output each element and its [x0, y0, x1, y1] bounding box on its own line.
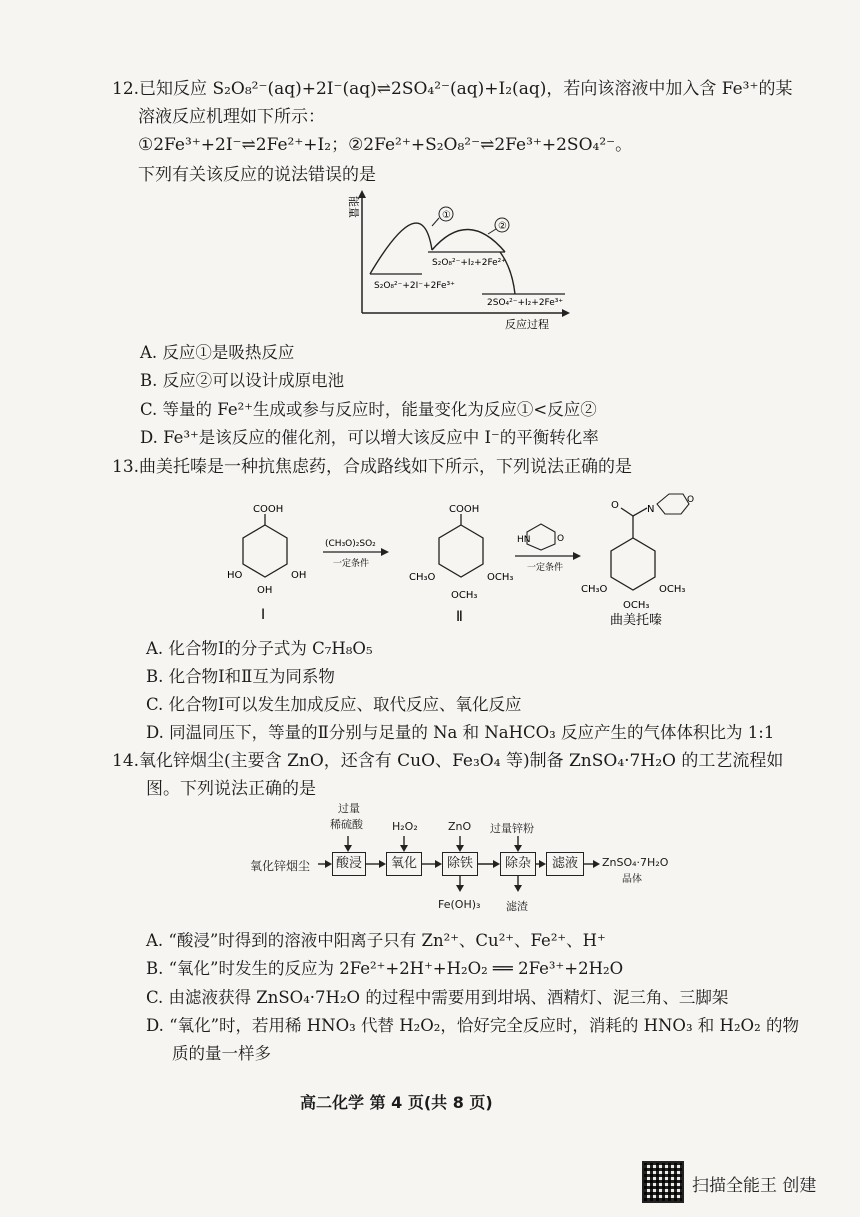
q12-stem-line1: 12.已知反应 S₂O₈²⁻(aq)+2I⁻(aq)⇌2SO₄²⁻(aq)+I₂(aq)，若向该溶液中加入含 Fe³⁺的某	[112, 79, 793, 99]
scanner-watermark: 扫描全能王 创建	[692, 1176, 817, 1196]
energy-diagram	[340, 188, 580, 333]
q14-stem-line2: 图。下列说法正确的是	[146, 779, 316, 799]
page-footer: 高二化学 第 4 页(共 8 页)	[300, 1093, 493, 1112]
y-axis-label: 能量	[347, 196, 360, 218]
compound2-och3-right: OCH₃	[487, 572, 514, 583]
q14-stem-line1: 14.氧化锌烟尘(主要含 ZnO，还含有 CuO、Fe₃O₄ 等)制备 ZnSO₄·7H₂O 的工艺流程如	[112, 751, 784, 771]
product-och3-left: CH₃O	[581, 584, 608, 595]
flow-input-2: H₂O₂	[392, 820, 418, 833]
compound2-och3-left: CH₃O	[409, 572, 436, 583]
product-carbonyl-o: O	[611, 500, 619, 511]
compound1-ho: HO	[227, 570, 243, 581]
flow-end-state: 晶体	[622, 874, 642, 885]
flow-step-acid-leach: 酸浸	[332, 852, 366, 876]
compound2-label: Ⅱ	[456, 609, 463, 625]
flow-step-oxidize: 氧化	[386, 852, 422, 876]
q12-option-d: D. Fe³⁺是该反应的催化剂，可以增大该反应中 I⁻的平衡转化率	[140, 428, 599, 447]
q13-option-d: D. 同温同压下，等量的Ⅱ分别与足量的 Na 和 NaHCO₃ 反应产生的气体体积比为 1:1	[146, 723, 775, 742]
flow-step-filtrate: 滤液	[546, 852, 584, 876]
flow-step-remove-iron: 除铁	[442, 852, 478, 876]
level-end-label: 2SO₄²⁻+I₂+2Fe³⁺	[487, 298, 564, 308]
peak-2-label: ②	[498, 221, 507, 232]
flow-output-3: Fe(OH)₃	[438, 898, 481, 911]
flow-end-product: ZnSO₄·7H₂O	[602, 856, 669, 869]
product-och3-bottom: OCH₃	[623, 600, 650, 611]
flow-input-3: ZnO	[448, 820, 472, 833]
flow-step-remove-impurity: 除杂	[500, 852, 536, 876]
compound1-oh-bottom: OH	[257, 585, 273, 596]
product-ring-o: O	[687, 495, 695, 505]
level-mid-label: S₂O₈²⁻+I₂+2Fe²⁺	[432, 258, 507, 268]
q14-option-a: A. “酸浸”时得到的溶液中阳离子只有 Zn²⁺、Cu²⁺、Fe²⁺、H⁺	[146, 931, 606, 950]
condition1: 一定条件	[333, 559, 370, 569]
q12-option-b: B. 反应②可以设计成原电池	[140, 371, 345, 390]
q12-mechanism: ①2Fe³⁺+2I⁻⇌2Fe²⁺+I₂；②2Fe²⁺+S₂O₈²⁻⇌2Fe³⁺+2SO₄²⁻。	[138, 135, 633, 155]
flow-output-4: 滤渣	[506, 900, 528, 913]
q14-option-b: B. “氧化”时发生的反应为 2Fe²⁺+2H⁺+H₂O₂ ══ 2Fe³⁺+2H₂O	[146, 959, 624, 978]
flow-input-1b: 稀硫酸	[330, 818, 363, 831]
condition2: 一定条件	[527, 563, 564, 573]
peak-1-label: ①	[442, 210, 451, 221]
q12-option-a: A. 反应①是吸热反应	[140, 343, 295, 362]
q12-question: 下列有关该反应的说法错误的是	[138, 165, 376, 185]
compound2-och3-bottom: OCH₃	[451, 590, 478, 601]
compound1-label: Ⅰ	[261, 607, 266, 623]
flow-input-1a: 过量	[338, 802, 360, 815]
process-flowchart	[250, 800, 690, 920]
q13-option-b: B. 化合物Ⅰ和Ⅱ互为同系物	[146, 667, 335, 686]
x-axis-label: 反应过程	[505, 318, 549, 331]
flow-input-4: 过量锌粉	[490, 822, 534, 835]
flow-start: 氧化锌烟尘	[250, 859, 311, 873]
product-label: 曲美托嗪	[610, 613, 663, 628]
product-n: N	[647, 504, 655, 515]
morpholine-hn: HN	[517, 535, 531, 545]
q14-option-d-line2: 质的量一样多	[172, 1044, 271, 1063]
compound1-oh-right: OH	[291, 570, 307, 581]
product-och3-right: OCH₃	[659, 584, 686, 595]
q13-option-a: A. 化合物Ⅰ的分子式为 C₇H₈O₅	[146, 639, 373, 658]
q13-option-c: C. 化合物Ⅰ可以发生加成反应、取代反应、氧化反应	[146, 695, 522, 714]
reagent1: (CH₃O)₂SO₂	[325, 539, 376, 549]
compound1-cooh: COOH	[253, 504, 284, 515]
qr-code-icon	[642, 1161, 684, 1203]
compound2-cooh: COOH	[449, 504, 480, 515]
q14-option-c: C. 由滤液获得 ZnSO₄·7H₂O 的过程中需要用到坩埚、酒精灯、泥三角、三脚架	[146, 988, 729, 1007]
q12-stem-line2: 溶液反应机理如下所示：	[138, 107, 325, 127]
q13-stem: 13.曲美托嗪是一种抗焦虑药，合成路线如下所示，下列说法正确的是	[112, 457, 633, 477]
q12-option-c: C. 等量的 Fe²⁺生成或参与反应时，能量变化为反应①<反应②	[140, 400, 597, 419]
morpholine-o: O	[557, 534, 565, 544]
synthesis-scheme	[215, 490, 715, 630]
q14-option-d-line1: D. “氧化”时，若用稀 HNO₃ 代替 H₂O₂，恰好完全反应时，消耗的 HNO₃ 和 H₂O₂ 的物	[146, 1016, 799, 1035]
level-start-label: S₂O₈²⁻+2I⁻+2Fe³⁺	[374, 281, 455, 291]
